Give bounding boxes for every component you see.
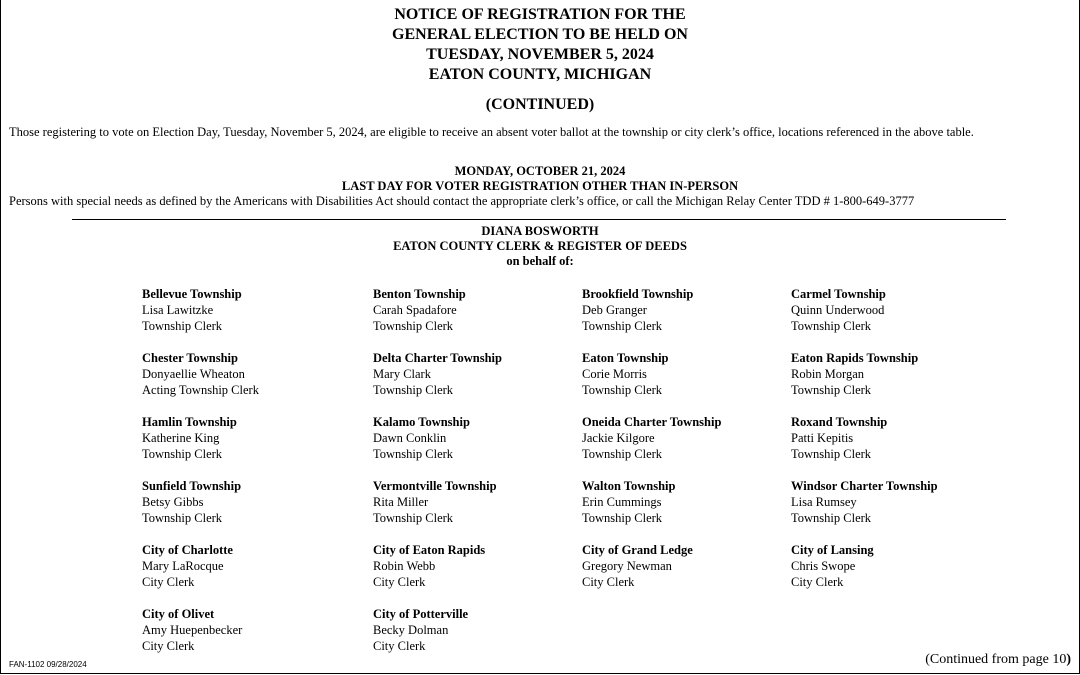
title-line: TUESDAY, NOVEMBER 5, 2024 <box>426 46 654 63</box>
clerk-entry <box>142 350 259 398</box>
clerk-person: Corie Morris <box>582 367 647 381</box>
clerk-unit: City of Eaton Rapids <box>373 543 486 557</box>
clerk-role: Township Clerk <box>373 383 454 397</box>
clerk-unit: Brookfield Township <box>582 287 694 301</box>
continued-from-text: (Continued from page 10 <box>925 652 1067 667</box>
clerk-role: City Clerk <box>142 575 195 589</box>
clerk-role: Township Clerk <box>791 319 872 333</box>
clerk-entry <box>582 478 675 526</box>
clerk-role: Township Clerk <box>791 511 872 525</box>
clerk-role: Township Clerk <box>142 511 223 525</box>
clerk-entry <box>142 478 241 526</box>
continued-from-paren: ) <box>1066 652 1071 667</box>
clerk-role: City Clerk <box>142 639 195 653</box>
clerk-entry <box>582 414 721 462</box>
clerk-role: Township Clerk <box>582 447 663 461</box>
clerk-unit: Windsor Charter Township <box>791 479 938 493</box>
clerk-unit: City of Charlotte <box>142 543 233 557</box>
deadline-date: MONDAY, OCTOBER 21, 2024 <box>454 164 626 178</box>
clerk-unit: Oneida Charter Township <box>582 415 722 429</box>
clerk-unit: City of Lansing <box>791 543 874 557</box>
clerk-person: Patti Kepitis <box>791 431 854 445</box>
clerk-role: City Clerk <box>373 639 426 653</box>
clerk-unit: Hamlin Township <box>142 415 237 429</box>
clerk-entry <box>582 286 693 334</box>
clerk-unit: Bellevue Township <box>142 287 242 301</box>
clerk-unit: Delta Charter Township <box>373 351 502 365</box>
clerk-role: Township Clerk <box>791 447 872 461</box>
clerk-unit: Eaton Rapids Township <box>791 351 919 365</box>
clerk-entry <box>791 478 938 526</box>
clerk-entry <box>373 350 502 398</box>
county-clerk-title: EATON COUNTY CLERK & REGISTER OF DEEDS <box>393 239 687 253</box>
clerk-person: Amy Huepenbecker <box>142 623 243 637</box>
clerk-unit: City of Potterville <box>373 607 469 621</box>
continued-from-note <box>925 651 1071 669</box>
clerk-role: Township Clerk <box>373 511 454 525</box>
clerk-entry <box>142 606 242 654</box>
clerk-person: Mary Clark <box>373 367 431 381</box>
clerk-role: Township Clerk <box>582 319 663 333</box>
clerk-person: Becky Dolman <box>373 623 449 637</box>
clerk-person: Robin Morgan <box>791 367 865 381</box>
clerk-role: Township Clerk <box>582 383 663 397</box>
clerk-role: City Clerk <box>791 575 844 589</box>
clerk-unit: City of Olivet <box>142 607 215 621</box>
clerk-role: Township Clerk <box>373 447 454 461</box>
clerk-person: Betsy Gibbs <box>142 495 204 509</box>
clerk-entry <box>373 414 470 462</box>
title-line: EATON COUNTY, MICHIGAN <box>428 66 652 83</box>
clerk-unit: Kalamo Township <box>373 415 470 429</box>
clerk-person: Mary LaRocque <box>142 559 224 573</box>
clerk-unit: Sunfield Township <box>142 479 242 493</box>
clerk-entry <box>791 286 886 334</box>
title-line: GENERAL ELECTION TO BE HELD ON <box>392 26 688 43</box>
clerk-entry <box>142 286 242 334</box>
clerk-person: Robin Webb <box>373 559 436 573</box>
clerk-person: Rita Miller <box>373 495 429 509</box>
clerk-unit: Chester Township <box>142 351 238 365</box>
clerk-person: Katherine King <box>142 431 220 445</box>
divider-rule <box>72 219 1006 220</box>
clerk-person: Lisa Lawitzke <box>142 303 214 317</box>
clerk-person: Quinn Underwood <box>791 303 885 317</box>
clerk-unit: Vermontville Township <box>373 479 497 493</box>
clerk-person: Donyaellie Wheaton <box>142 367 245 381</box>
clerk-entry <box>373 542 485 590</box>
clerk-role: City Clerk <box>373 575 426 589</box>
clerk-role: Acting Township Clerk <box>142 383 259 397</box>
clerk-entry <box>791 350 918 398</box>
clerk-entry <box>142 542 233 590</box>
clerk-person: Gregory Newman <box>582 559 672 573</box>
clerk-entry <box>373 286 466 334</box>
clerk-role: Township Clerk <box>791 383 872 397</box>
clerk-role: Township Clerk <box>582 511 663 525</box>
clerk-entry <box>142 414 237 462</box>
clerk-unit: Walton Township <box>582 479 676 493</box>
clerk-person: Carah Spadafore <box>373 303 457 317</box>
clerk-entry <box>582 542 693 590</box>
clerk-person: Erin Cummings <box>582 495 662 509</box>
continued-heading: (CONTINUED) <box>485 96 595 113</box>
on-behalf-of: on behalf of: <box>506 254 574 268</box>
clerk-role: Township Clerk <box>142 319 223 333</box>
county-clerk-name: DIANA BOSWORTH <box>481 224 599 238</box>
clerk-entry <box>373 606 468 654</box>
deadline-text: LAST DAY FOR VOTER REGISTRATION OTHER THAN IN-PERSON <box>341 179 739 193</box>
clerk-unit: City of Grand Ledge <box>582 543 693 557</box>
clerk-entry <box>582 350 669 398</box>
clerk-role: City Clerk <box>582 575 635 589</box>
clerk-entry <box>791 414 887 462</box>
clerk-person: Jackie Kilgore <box>582 431 655 445</box>
clerk-unit: Benton Township <box>373 287 466 301</box>
form-code: FAN-1102 09/28/2024 <box>9 660 87 669</box>
clerk-person: Chris Swope <box>791 559 856 573</box>
clerk-person: Lisa Rumsey <box>791 495 857 509</box>
clerk-unit: Roxand Township <box>791 415 888 429</box>
intro-paragraph: Those registering to vote on Election Day, Tuesday, November 5, 2024, are eligible to receive an absent voter ballot at the township or city clerk’s office, locations referenced in the above table. <box>9 125 974 139</box>
clerk-unit: Eaton Township <box>582 351 669 365</box>
clerk-role: Township Clerk <box>373 319 454 333</box>
clerk-person: Deb Granger <box>582 303 647 317</box>
clerk-role: Township Clerk <box>142 447 223 461</box>
title-line: NOTICE OF REGISTRATION FOR THE <box>394 6 686 23</box>
special-needs-notice: Persons with special needs as defined by the Americans with Disabilities Act should contact the appropriate clerk’s office, or call the Michigan Relay Center TDD # 1-800-649-3777 <box>9 194 915 208</box>
notice-title <box>0 5 1080 85</box>
clerk-person: Dawn Conklin <box>373 431 447 445</box>
clerk-entry <box>791 542 874 590</box>
clerk-entry <box>373 478 497 526</box>
clerk-unit: Carmel Township <box>791 287 886 301</box>
